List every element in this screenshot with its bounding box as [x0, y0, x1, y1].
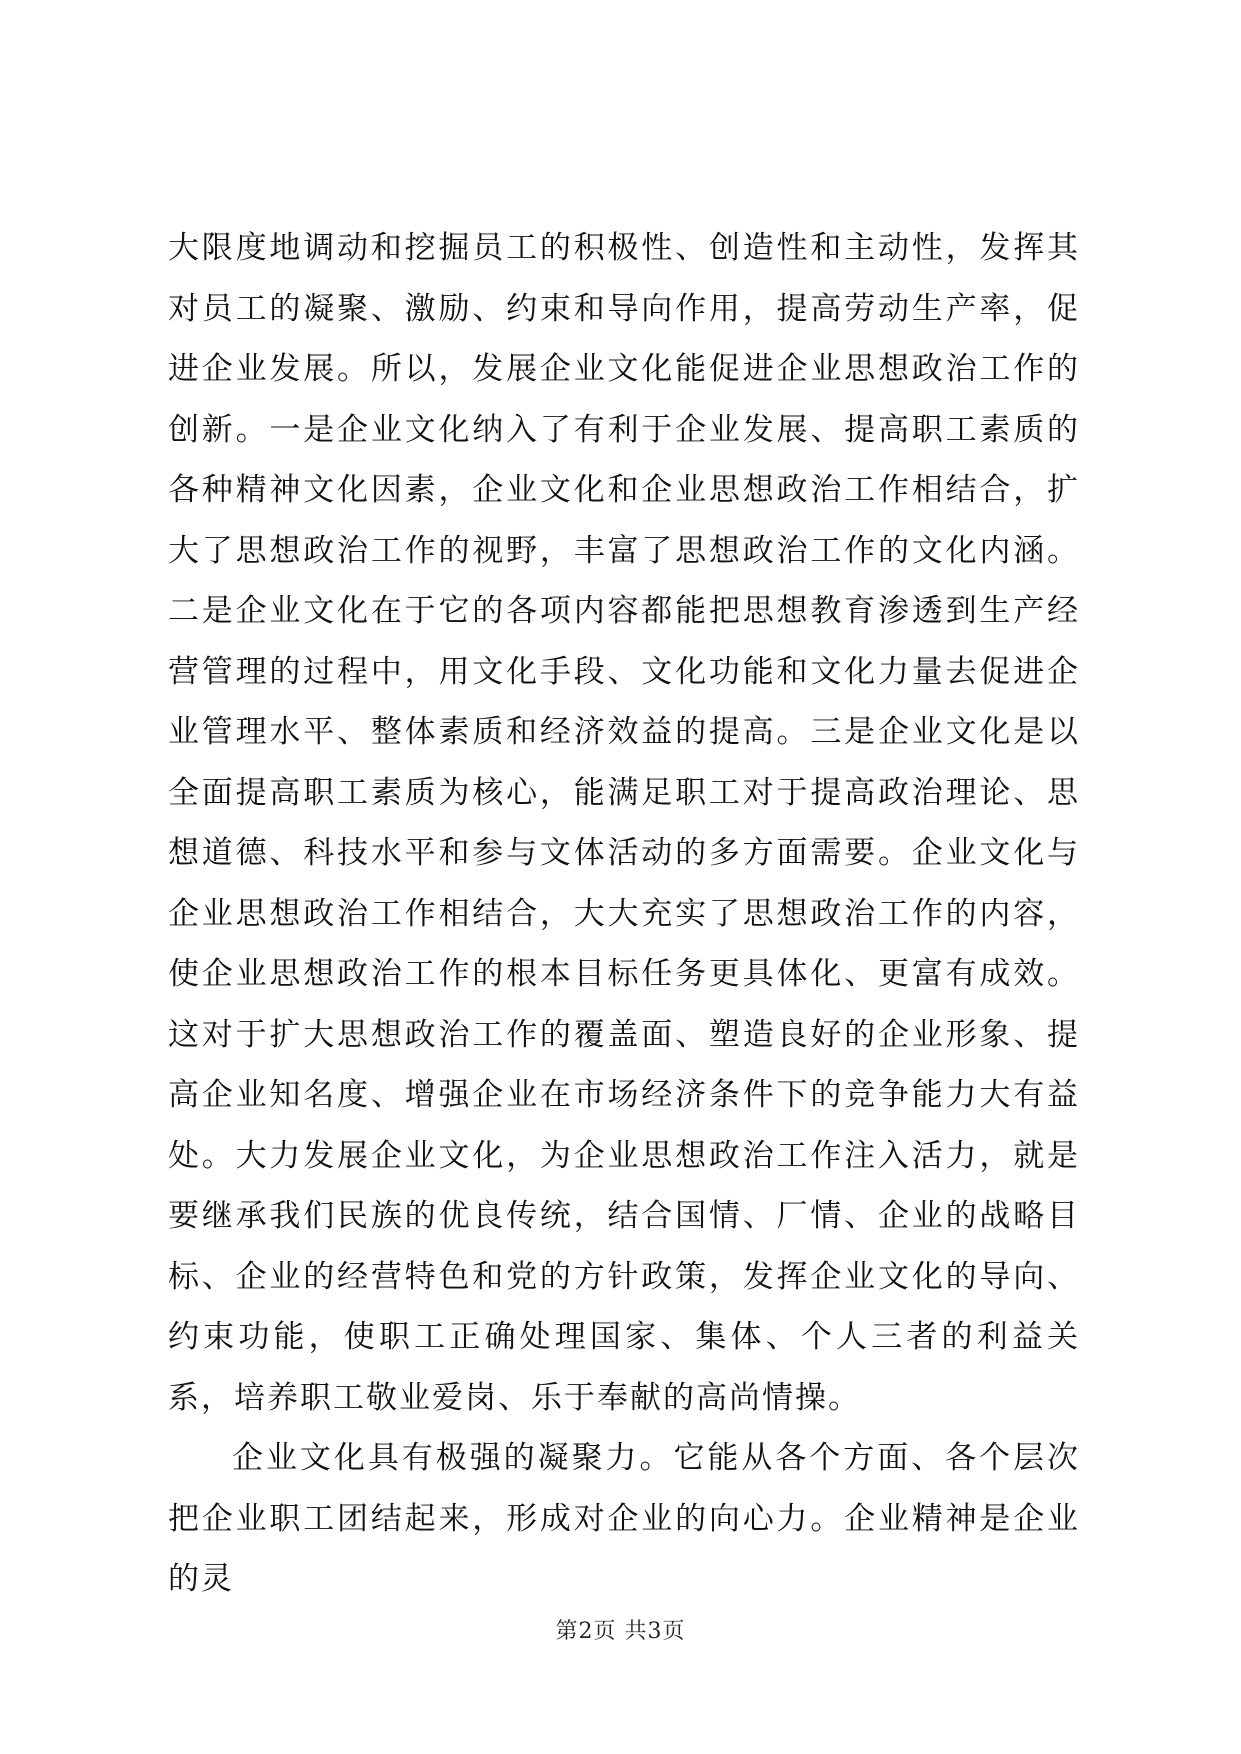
document-body — [168, 218, 1080, 1610]
paragraph-2: 企业文化具有极强的凝聚力。它能从各个方面、各个层次把企业职工团结起来，形成对企业的向心力。企业精神是企业的灵 — [168, 1440, 1080, 1597]
paragraph-1: 大限度地调动和挖掘员工的积极性、创造性和主动性，发挥其对员工的凝聚、激励、约束和导向作用，提高劳动生产率，促进企业发展。所以，发展企业文化能促进企业思想政治工作的创新。一是企业文化纳入了有利于企业发展、提高职工素质的各种精神文化因素，企业文化和企业思想政治工作相结合，扩大了思想政治工作的视野，丰富了思想政治工作的文化内涵。二是企业文化在于它的各项内容都能把思想教育渗透到生产经营管理的过程中，用文化手段、文化功能和文化力量去促进企业管理水平、整体素质和经济效益的提高。三是企业文化是以全面提高职工素质为核心，能满足职工对于提高政治理论、思想道德、科技水平和参与文体活动的多方面需要。企业文化与企业思想政治工作相结合，大大充实了思想政治工作的内容，使企业思想政治工作的根本目标任务更具体化、更富有成效。这对于扩大思想政治工作的覆盖面、塑造良好的企业形象、提高企业知名度、增强企业在市场经济条件下的竞争能力大有益处。大力发展企业文化，为企业思想政治工作注入活力，就是要继承我们民族的优良传统，结合国情、厂情、企业的战略目标、企业的经营特色和党的方针政策，发挥企业文化的导向、约束功能，使职工正确处理国家、集体、个人三者的利益关系，培养职工敬业爱岗、乐于奉献的高尚情操。 — [168, 230, 1080, 1416]
page-number-footer: 第2页 共3页 — [555, 1619, 686, 1644]
